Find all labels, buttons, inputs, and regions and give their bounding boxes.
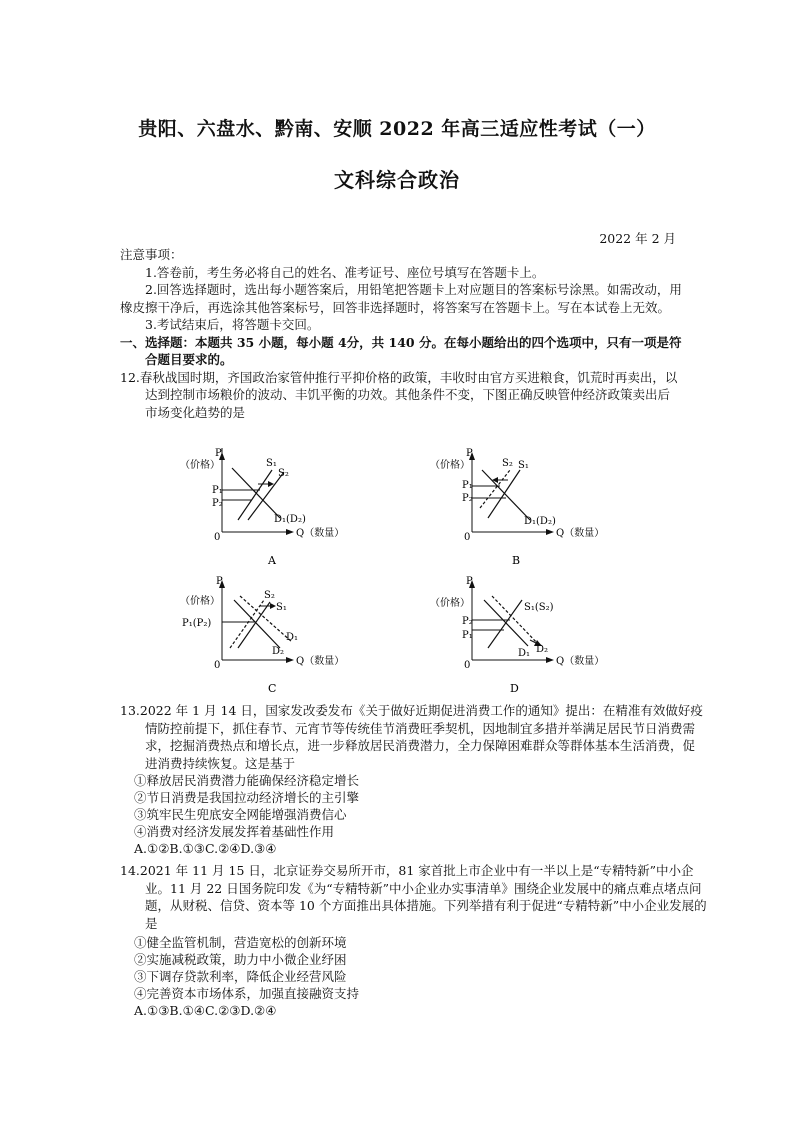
graph-b-p2: P₂ [462, 493, 473, 504]
section-heading: 一、选择题：本题共 35 小题，每小题 4分，共 140 分。在每小题给出的四个选项中，只有一项是符合题目要求的。 [120, 334, 682, 367]
graph-d-qty: Q（数量） [556, 656, 605, 667]
graph-a [180, 448, 360, 573]
q14-option-2: ②实施减税政策，助力中小微企业纾困 [134, 952, 347, 967]
q14-option-1: ①健全监管机制，营造宽松的创新环境 [134, 935, 347, 950]
graph-a-qty: Q（数量） [296, 528, 345, 539]
q13-option-2: ②节日消费是我国拉动经济增长的主引擎 [134, 790, 360, 805]
graph-d-d2: D₂ [536, 644, 549, 655]
graph-a-s1: S₁ [266, 458, 277, 469]
q13-option-4: ④消费对经济发展发挥着基础性作用 [134, 824, 335, 839]
graph-d [430, 576, 630, 701]
q13-stem: 13.2022 年 1 月 14 日，国家发改委发布《关于做好近期促进消费工作的通知》提出：在精准有效做好疫情防控前提下，抓住春节、元宵节等传统佳节消费旺季契机，因地制宜多措并举满足居民节日消费需求，挖掘消费热点和增长点，进一步释放居民消费潜力，全力保障困难群众等群体基本生活消费，促进消费持续恢复。这是基于 [120, 703, 703, 771]
graph-a-price: （价格） [180, 460, 220, 471]
graph-b-p1: P₁ [462, 480, 473, 491]
graph-c-s1: S₁ [276, 602, 287, 613]
graph-c-d1: D₁ [286, 632, 299, 643]
graph-a-p1: P₁ [212, 485, 223, 496]
graph-c [180, 576, 360, 701]
q13-choices: A.①②B.①③C.②④D.③④ [134, 841, 277, 856]
graph-b-s2: S₂ [502, 458, 513, 469]
graph-d-s: S₁(S₂) [524, 602, 554, 613]
graph-a-s2: S₂ [278, 468, 289, 479]
graph-a-axis-p: P [215, 448, 222, 459]
graph-d-label: D [510, 682, 519, 695]
graph-b-s1: S₁ [518, 460, 529, 471]
graph-d-axis-p: P [466, 576, 473, 587]
q13-option-3: ③筑牢民生兜底安全网能增强消费信心 [134, 807, 347, 822]
notes-heading: 注意事项： [120, 247, 183, 262]
graph-b-label: B [512, 554, 521, 567]
graph-c-p: P₁(P₂) [182, 618, 212, 629]
note-item-3: 3.考试结束后，将答题卡交回。 [145, 317, 320, 332]
note-item-1: 1.答卷前，考生务必将自己的姓名、准考证号、座位号填写在答题卡上。 [145, 264, 545, 280]
graph-b-axis-p: P [466, 448, 473, 459]
graph-c-qty: Q（数量） [296, 656, 345, 667]
graph-c-d2: D₂ [272, 646, 285, 657]
graph-a-p2: P₂ [212, 498, 223, 509]
q12-stem: 12.春秋战国时期，齐国政治家管仲推行平抑价格的政策，丰收时由官方买进粮食，饥荒时再卖出，以达到控制市场粮价的波动、丰饥平衡的功效。其他条件不变，下图正确反映管仲经济政策卖出后市场变化趋势的是 [120, 369, 678, 420]
graph-d-p2: P₂ [462, 616, 473, 627]
exam-title: 贵阳、六盘水、黔南、安顺 2022 年高三适应性考试（一） [138, 118, 656, 140]
note-item-2: 2.回答选择题时，选出每小题答案后，用铅笔把答题卡上对应题目的答案标号涂黑。如需改动，用橡皮擦干净后，再选涂其他答案标号，回答非选择题时，将答案写在答题卡上。写在本试卷上无效。 [120, 282, 682, 315]
exam-date: 2022 年 2 月 [599, 231, 676, 246]
graph-b-zero: 0 [464, 532, 471, 543]
graph-c-axis-p: P [216, 576, 223, 587]
graph-d-price: （价格） [430, 598, 470, 609]
q13-option-1: ①释放居民消费潜力能确保经济稳定增长 [134, 773, 360, 788]
graph-c-price: （价格） [180, 596, 220, 607]
notes-block [120, 246, 682, 421]
graph-b-qty: Q（数量） [556, 528, 605, 539]
graph-b-d: D₁(D₂) [524, 516, 556, 527]
graph-d-zero: 0 [464, 660, 471, 671]
graph-b [430, 448, 630, 573]
q14-option-3: ③下调存贷款利率，降低企业经营风险 [134, 969, 347, 984]
graph-a-d: D₁(D₂) [274, 514, 306, 525]
graph-a-zero: 0 [214, 532, 221, 543]
q14-option-4: ④完善资本市场体系，加强直接融资支持 [134, 986, 360, 1001]
graph-b-price: （价格） [430, 460, 470, 471]
q14-stem: 14.2021 年 11 月 15 日，北京证券交易所开市，81 家首批上市企业中有一半以上是“专精特新”中小企业。11 月 22 日国务院印发《为“专精特新”中小企业办实事清单》围绕企业发展中的痛点难点堵点问题，从财税、信贷、资本等 10 个方面推出具体措施。下列举措有利于促进“专精特新”中小企业发展的是 [120, 863, 707, 931]
graph-c-label: C [268, 682, 277, 695]
graph-d-d1: D₁ [518, 648, 531, 659]
graph-c-zero: 0 [214, 660, 221, 671]
graph-a-label: A [268, 554, 276, 567]
exam-subtitle: 文科综合政治 [334, 168, 460, 192]
q14-choices: A.①③B.①④C.②③D.②④ [134, 1003, 277, 1018]
graph-d-p1: P₁ [462, 630, 473, 641]
graph-c-s2: S₂ [264, 590, 275, 601]
